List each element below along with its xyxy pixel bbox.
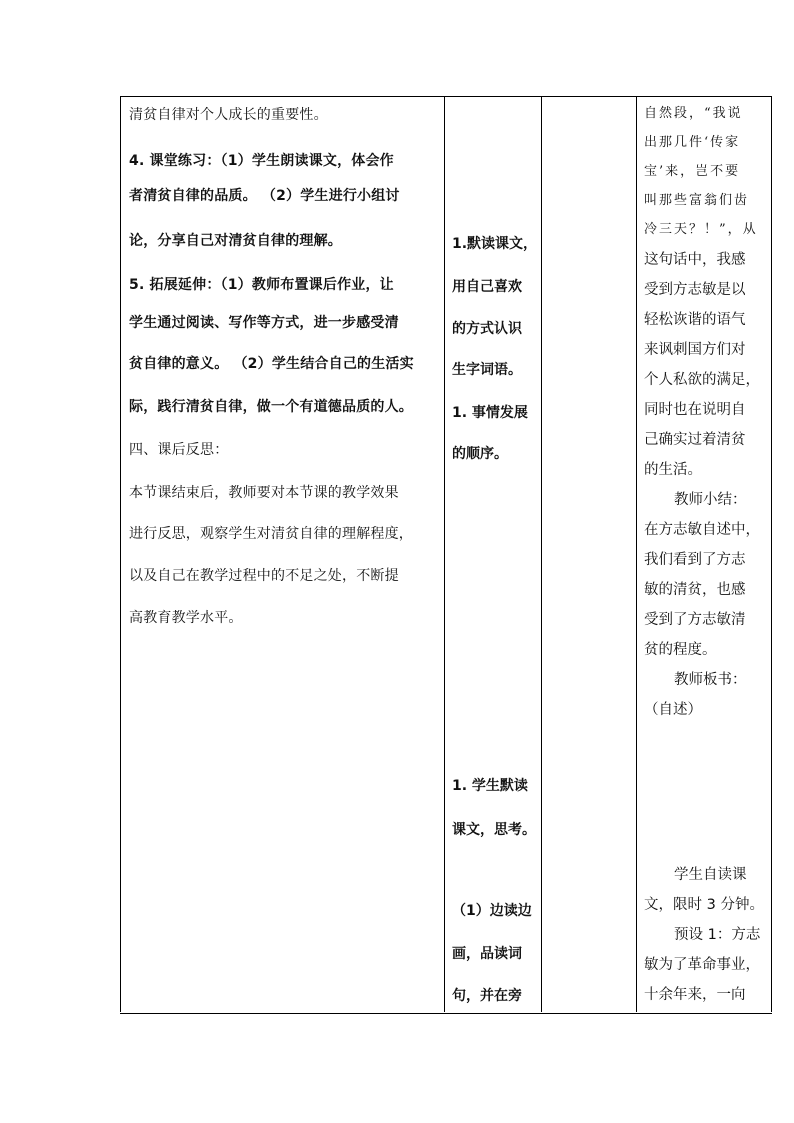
section-heading: 四、课后反思： [129, 442, 229, 458]
text-line: 预设 1：方志 [674, 927, 761, 943]
text-line: 本节课结束后，教师要对本节课的教学效果 [129, 485, 399, 501]
text-line: 的方式认识 [452, 321, 522, 337]
text-line: 叫那些富翁们齿 [644, 193, 750, 208]
text-line: 受到了方志敏清 [644, 612, 746, 628]
text-line: 句，并在旁 [452, 988, 522, 1004]
empty-column [542, 96, 636, 1012]
text-line: 以及自己在教学过程中的不足之处，不断提 [129, 568, 399, 584]
text-line: 学生自读课 [674, 867, 747, 883]
table-border-right [771, 96, 772, 1012]
text-line: 教师小结： [674, 492, 747, 508]
design-notes-column [638, 96, 771, 1012]
text-line: 贫自律的意义。 （2）学生结合自己的生活实 [129, 356, 414, 372]
text-line: 己确实过着清贫 [644, 432, 746, 448]
student-activity-column [446, 96, 541, 1012]
text-line: 学生通过阅读、写作等方式，进一步感受清 [129, 315, 399, 331]
text-line: 文，限时 3 分钟。 [644, 897, 764, 913]
text-line: 1.默读课文， [452, 236, 538, 252]
text-line: 生字词语。 [452, 362, 522, 378]
text-line: 际，践行清贫自律，做一个有道德品质的人。 [129, 399, 413, 415]
text-line: 1. 事情发展 [452, 405, 528, 421]
text-line: 贫的程度。 [644, 642, 717, 658]
text-line: 轻松诙谐的语气 [644, 312, 746, 328]
text-line: 进行反思，观察学生对清贫自律的理解程度， [129, 526, 413, 542]
text-line: 清贫自律对个人成长的重要性。 [129, 107, 328, 123]
table-divider-1 [444, 96, 445, 1012]
text-line: 5. 拓展延伸：（1）教师布置课后作业，让 [129, 277, 394, 293]
text-line: （1）边读边 [452, 903, 532, 919]
text-line: 1. 学生默读 [452, 778, 528, 794]
text-line: 自然段，“我说 [644, 106, 743, 121]
text-line: 个人私欲的满足， [644, 372, 760, 388]
teaching-process-column [121, 96, 443, 1012]
text-line: 冷三天？！”，从 [644, 222, 758, 237]
text-line: 出那几件‘传家 [644, 135, 741, 150]
text-line: 来讽刺国方们对 [644, 342, 746, 358]
text-line: 十余年来，一向 [644, 987, 746, 1003]
text-line: （自述） [644, 702, 702, 718]
table-divider-3 [636, 96, 637, 1012]
text-line: 教师板书： [674, 672, 747, 688]
text-line: 论，分享自己对清贫自律的理解。 [129, 233, 342, 249]
text-line: 高教育教学水平。 [129, 610, 243, 626]
text-line: 的顺序。 [452, 446, 508, 462]
text-line: 受到方志敏是以 [644, 282, 746, 298]
text-line: 在方志敏自述中， [644, 522, 760, 538]
text-line: 我们看到了方志 [644, 552, 746, 568]
text-line: 4. 课堂练习：（1）学生朗读课文，体会作 [129, 153, 394, 169]
text-line: 画，品读词 [452, 946, 522, 962]
text-line: 敏为了革命事业， [644, 957, 760, 973]
text-line: 宝’来，岂不要 [644, 164, 741, 179]
text-line: 同时也在说明自 [644, 402, 746, 418]
text-line: 用自己喜欢 [452, 279, 522, 295]
text-line: 敏的清贫，也感 [644, 582, 746, 598]
text-line: 者清贫自律的品质。 （2）学生进行小组讨 [129, 188, 400, 204]
text-line: 的生活。 [644, 462, 702, 478]
text-line: 课文，思考。 [452, 822, 536, 838]
text-line: 这句话中，我感 [644, 252, 746, 268]
